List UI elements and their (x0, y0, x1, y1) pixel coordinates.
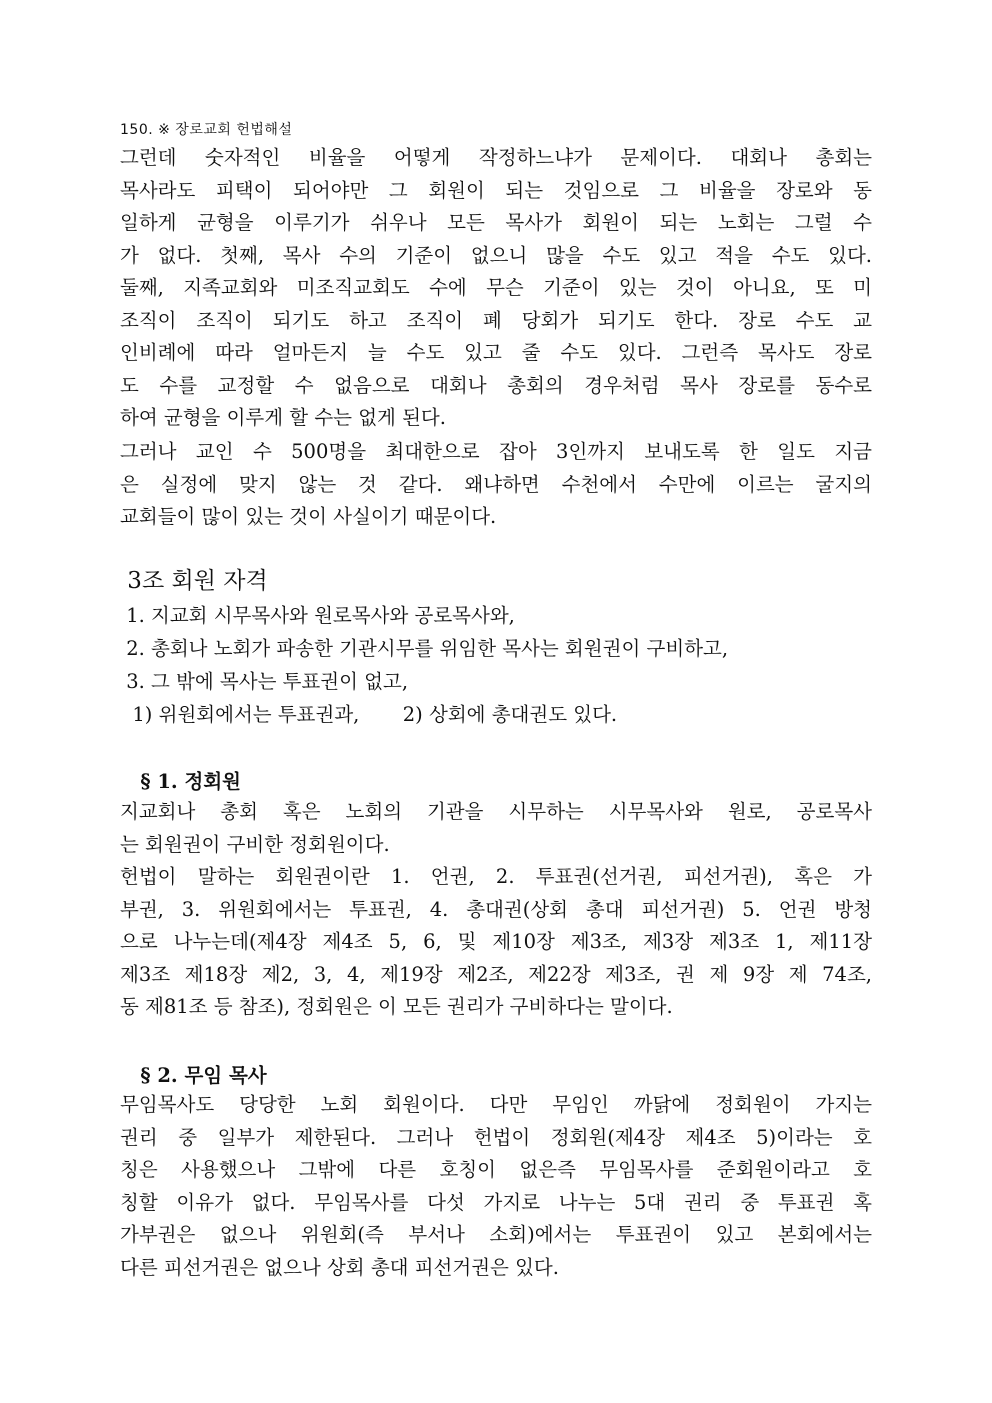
article-item: 1. 지교회 시무목사와 원로목사와 공로목사와, (120, 604, 515, 627)
text-line: 부권, 3. 위원회에서는 투표권, 4. 총대권(상회 총대 피선거권) 5. 언권 방청 (120, 897, 872, 921)
page-header: 150. ※ 장로교회 헌법해설 (120, 122, 293, 138)
section-1-paragraph-2 (120, 861, 872, 1024)
text-line: 헌법이 말하는 회원권이란 1. 언권, 2. 투표권(선거권, 피선거권), 혹은 가 (120, 865, 872, 888)
article-item: 1) 위원회에서는 투표권과, 2) 상회에 총대권도 있다. (120, 703, 618, 726)
text-line: 가 없다. 첫째, 목사 수의 기준이 없으니 많을 수도 있고 적을 수도 있다. (120, 243, 872, 267)
section-1-paragraph-1 (120, 796, 872, 861)
text-line: 하여 균형을 이루게 할 수는 없게 된다. (120, 406, 446, 429)
section-2-paragraph-1 (120, 1089, 872, 1284)
text-line: 교회들이 많이 있는 것이 사실이기 때문이다. (120, 505, 497, 528)
text-line: 다른 피선거권은 없으나 상회 총대 피선거권은 있다. (120, 1255, 559, 1279)
article-item: 2. 총회나 노회가 파송한 기관시무를 위임한 목사는 회원권이 구비하고, (120, 637, 729, 660)
text-line: 그러나 교인 수 500명을 최대한으로 잡아 3인까지 보내도록 한 일도 지금 (120, 440, 872, 463)
text-line: 은 실정에 맞지 않는 것 같다. 왜냐하면 수천에서 수만에 이르는 굴지의 (120, 472, 872, 496)
text-line: 는 회원권이 구비한 정회원이다. (120, 832, 390, 856)
text-line: 그런데 숫자적인 비율을 어떻게 작정하느냐가 문제이다. 대회나 총회는 (120, 146, 872, 169)
intro-paragraph-1 (120, 142, 872, 435)
section-2-title: § 2. 무임 목사 (120, 1064, 267, 1087)
text-line: 일하게 균형을 이루기가 쉬우나 모든 목사가 회원이 되는 노회는 그럴 수 (120, 211, 872, 234)
text-line: 인비례에 따라 얼마든지 늘 수도 있고 줄 수도 있다. 그런즉 목사도 장로 (120, 341, 872, 364)
text-line: 으로 나누는데(제4장 제4조 5, 6, 및 제10장 제3조, 제3장 제3조 1, 제11장 (120, 930, 872, 953)
text-line: 둘째, 지족교회와 미조직교회도 수에 무슨 기준이 있는 것이 아니요, 또 미 (120, 276, 872, 299)
text-line: 제3조 제18장 제2, 3, 4, 제19장 제2조, 제22장 제3조, 권 제 9장 제 74조, (120, 962, 872, 986)
article-title: 3조 회원 자격 (120, 568, 268, 594)
article-item: 3. 그 밖에 목사는 투표권이 없고, (120, 670, 409, 693)
text-line: 목사라도 피택이 되어야만 그 회원이 되는 것임으로 그 비율을 장로와 동 (120, 178, 872, 202)
text-line: 무임목사도 당당한 노회 회원이다. 다만 무임인 까닭에 정회원이 가지는 (120, 1093, 872, 1116)
intro-paragraph-2 (120, 436, 872, 534)
article-items (120, 599, 872, 731)
text-line: 도 수를 교정할 수 없음으로 대회나 총회의 경우처럼 목사 장로를 동수로 (120, 373, 872, 397)
text-line: 조직이 조직이 되기도 하고 조직이 폐 당회가 되기도 한다. 장로 수도 교 (120, 308, 872, 332)
text-line: 가부권은 없으나 위원회(즉 부서나 소회)에서는 투표권이 있고 본회에서는 (120, 1223, 872, 1246)
text-line: 칭은 사용했으나 그밖에 다른 호칭이 없은즉 무임목사를 준회원이라고 호 (120, 1158, 872, 1181)
section-1-title: § 1. 정회원 (120, 770, 242, 793)
text-line: 지교회나 총회 혹은 노회의 기관을 시무하는 시무목사와 원로, 공로목사 (120, 800, 872, 823)
text-line: 권리 중 일부가 제한된다. 그러나 헌법이 정회원(제4장 제4조 5)이라는 호 (120, 1125, 872, 1149)
text-line: 칭할 이유가 없다. 무임목사를 다섯 가지로 나누는 5대 권리 중 투표권 혹 (120, 1190, 872, 1214)
text-line: 동 제81조 등 참조), 정회원은 이 모든 권리가 구비하다는 말이다. (120, 995, 673, 1018)
